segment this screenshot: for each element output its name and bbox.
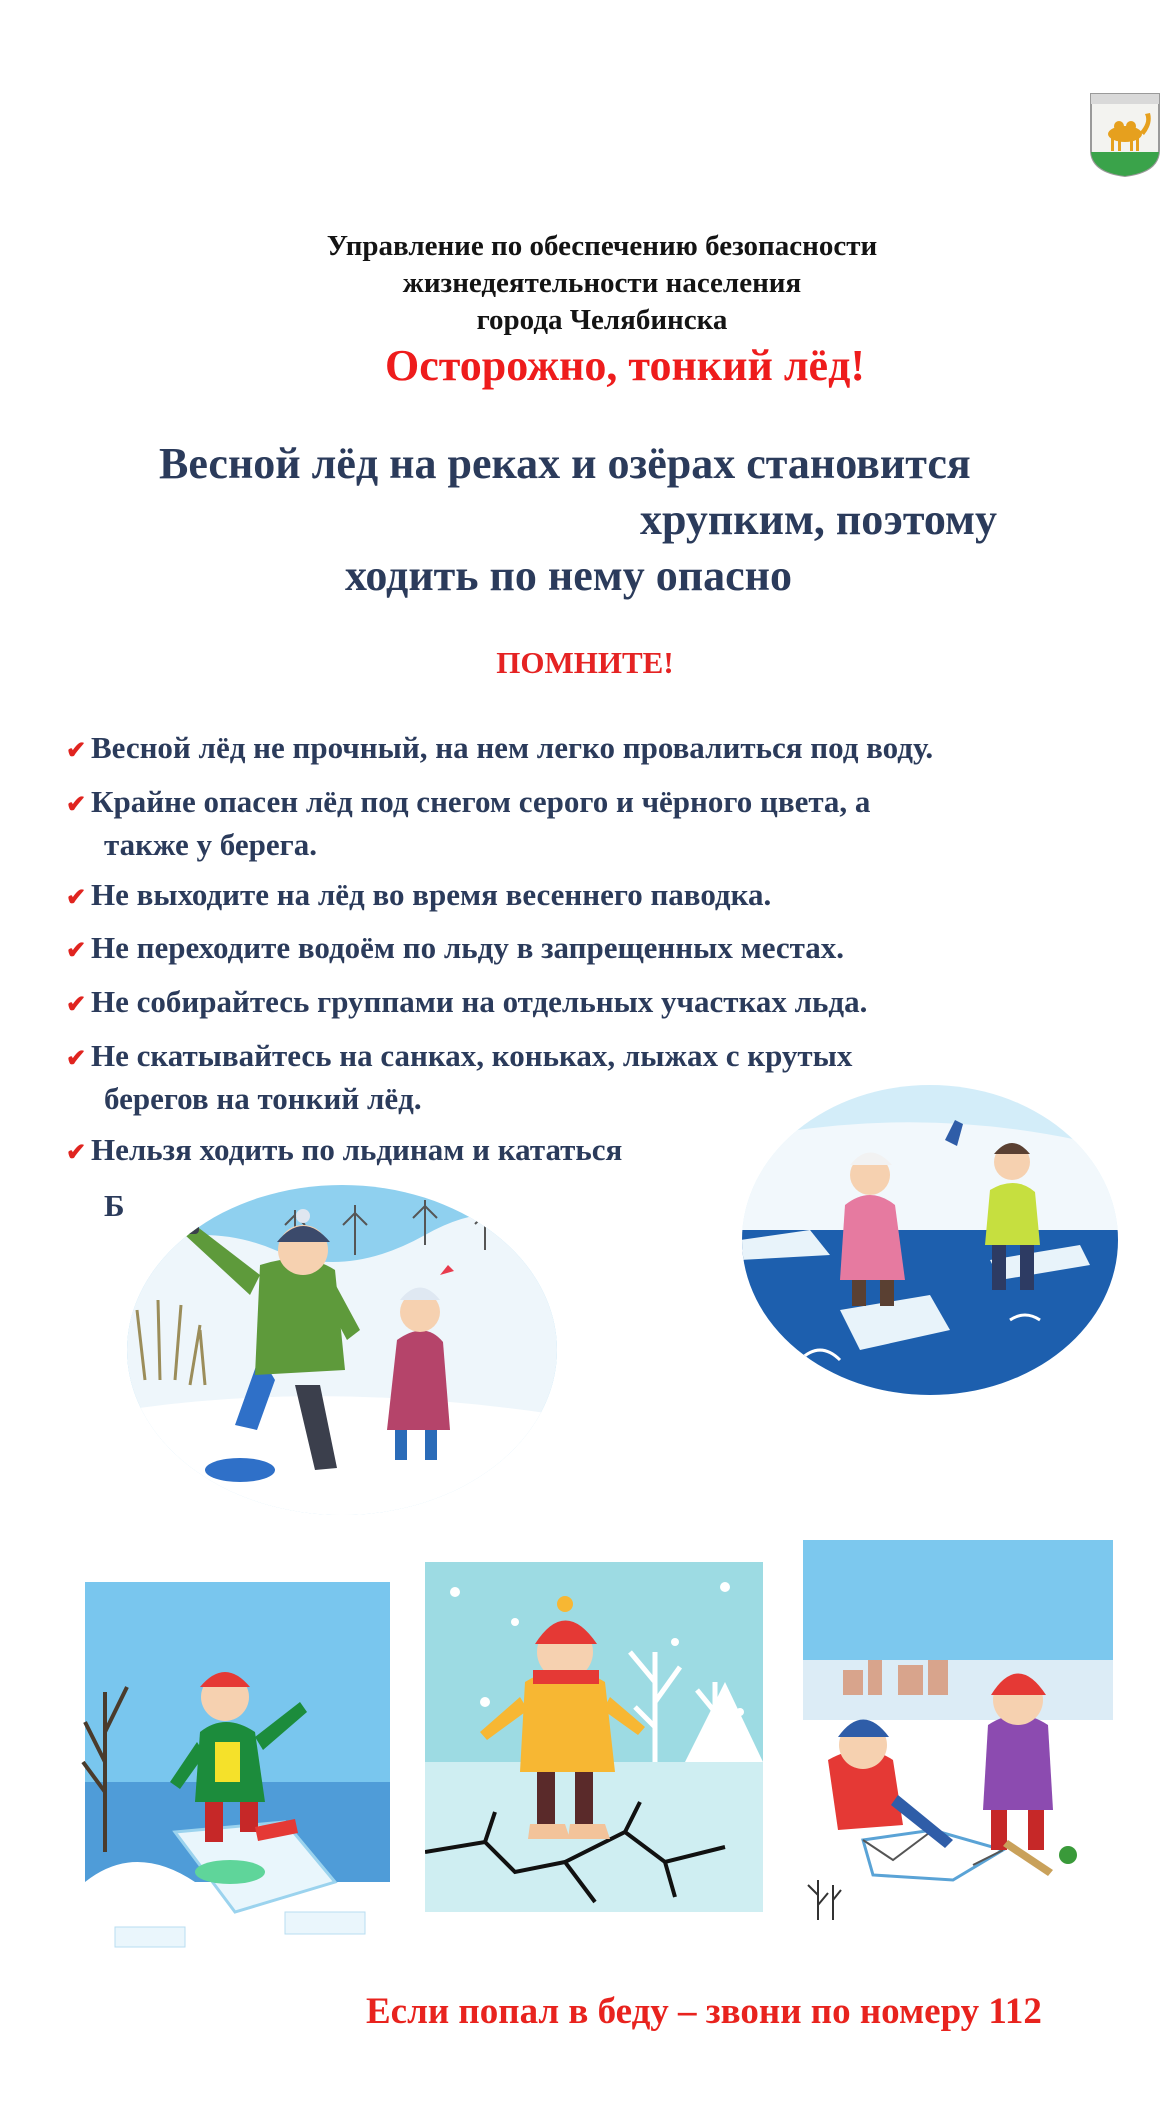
illustration-boy-falling-from-floe [75, 1582, 400, 1952]
rule-1-text: Весной лёд не прочный, на нем легко провалиться под воду. [91, 730, 934, 765]
rule-7 [66, 1130, 622, 1173]
rule-4-text: Не переходите водоём по льду в запрещенных местах. [91, 930, 844, 965]
check-icon: ✔ [66, 1046, 87, 1072]
org-line-1: Управление по обеспечению безопасности [326, 230, 878, 262]
rule-5 [66, 982, 867, 1025]
org-line-2: жизнедеятельности населения [402, 267, 802, 299]
rule-5-text: Не собирайтесь группами на отдельных участках льда. [91, 984, 868, 1019]
rule-3-text: Не выходите на лёд во время весеннего паводка. [91, 877, 772, 912]
rule-7-text: Нельзя ходить по льдинам и кататься [91, 1132, 623, 1167]
rule-6-text: Не скатывайтесь на санках, коньках, лыжах с крутых [91, 1038, 853, 1073]
poster-title: Осторожно, тонкий лёд! [385, 341, 865, 390]
rule-6-continuation: берегов на тонкий лёд. [104, 1081, 422, 1116]
check-icon: ✔ [66, 792, 87, 818]
emergency-call-note: Если попал в беду – звони по номеру 112 [366, 1991, 1042, 2032]
remember-heading: ПОМНИТЕ! [496, 645, 674, 680]
check-icon: ✔ [66, 938, 87, 964]
rule-2 [66, 782, 870, 865]
rule-4 [66, 928, 844, 971]
lead-line-3: ходить по нему опасно [345, 551, 792, 600]
check-icon: ✔ [66, 738, 87, 764]
illustration-child-cracking-ice [425, 1562, 763, 1912]
lead-line-1: Весной лёд на реках и озёрах становится [159, 439, 971, 488]
rule-1 [66, 728, 933, 771]
check-icon: ✔ [66, 1140, 87, 1166]
org-line-3: города Челябинска [476, 304, 728, 336]
lead-line-2: хрупким, поэтому [640, 495, 997, 544]
illustration-boy-breaking-ice [125, 1180, 560, 1520]
coat-of-arms-icon [1089, 92, 1161, 178]
rule-2-continuation: также у берега. [104, 827, 317, 862]
illustration-children-hockey-ice [803, 1540, 1113, 1938]
rule-2-text: Крайне опасен лёд под снегом серого и чёрного цвета, а [91, 784, 871, 819]
rule-6 [66, 1036, 852, 1119]
rule-3 [66, 875, 771, 918]
rule-8-fragment: Б [104, 1188, 125, 1223]
check-icon: ✔ [66, 885, 87, 911]
check-icon: ✔ [66, 992, 87, 1018]
illustration-children-on-ice-floes [740, 1080, 1120, 1400]
organization-name [0, 228, 1170, 339]
